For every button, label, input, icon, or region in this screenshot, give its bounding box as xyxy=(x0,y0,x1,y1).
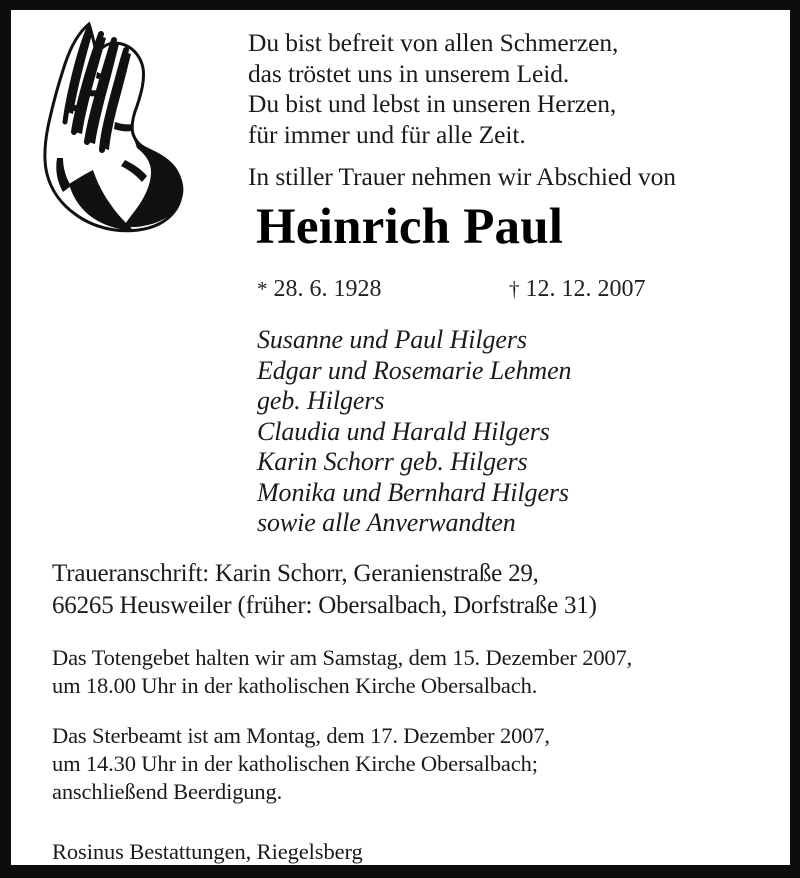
undertaker-credit: Rosinus Bestattungen, Riegelsberg xyxy=(52,839,363,864)
family-line: Karin Schorr geb. Hilgers xyxy=(257,447,528,476)
funeral-mass-line: um 14.30 Uhr in der katholischen Kirche Obersalbach; xyxy=(52,751,538,776)
birth-date-group xyxy=(257,274,509,304)
death-cross-icon: † xyxy=(509,277,520,301)
notice-header-area xyxy=(11,10,790,300)
death-date: 12. 12. 2007 xyxy=(525,276,646,302)
rosary-line: um 18.00 Uhr in der katholischen Kirche Obersalbach. xyxy=(52,673,538,698)
rosary-line: Das Totengebet halten wir am Samstag, dem 15. Dezember 2007, xyxy=(52,645,633,670)
death-notice-card xyxy=(11,10,790,865)
death-date-group xyxy=(509,276,646,302)
rosary-service-info xyxy=(52,644,772,700)
address-line: Traueranschrift: Karin Schorr, Geranienstraße 29, xyxy=(52,560,539,587)
family-line: Monika und Bernhard Hilgers xyxy=(257,477,569,507)
funeral-mass-line: Das Sterbeamt ist am Montag, dem 17. Dezember 2007, xyxy=(52,723,550,748)
address-line: 66265 Heusweiler (früher: Obersalbach, Dorfstraße 31) xyxy=(52,592,597,619)
funeral-mass-line: anschließend Beerdigung. xyxy=(52,779,283,804)
family-line: geb. Hilgers xyxy=(257,386,385,415)
life-dates xyxy=(257,274,777,304)
family-line: Claudia und Harald Hilgers xyxy=(257,416,550,446)
praying-hands-icon xyxy=(29,18,189,250)
notice-details xyxy=(52,558,772,865)
verse-line: für immer und für alle Zeit. xyxy=(248,119,526,149)
family-line: sowie alle Anverwandten xyxy=(257,508,516,537)
birth-symbol-icon: * xyxy=(257,277,268,301)
family-line: Edgar und Rosemarie Lehmen xyxy=(257,355,572,385)
verse-line: Du bist und lebst in unseren Herzen, xyxy=(248,89,617,118)
farewell-intro: In stiller Trauer nehmen wir Abschied von xyxy=(248,162,676,191)
verse-line: Du bist befreit von allen Schmerzen, xyxy=(248,28,619,57)
birth-date: 28. 6. 1928 xyxy=(273,276,382,302)
family-line: Susanne und Paul Hilgers xyxy=(257,325,527,354)
mourning-address xyxy=(52,558,772,622)
verse-line: das tröstet uns in unserem Leid. xyxy=(248,58,570,88)
deceased-name: Heinrich Paul xyxy=(256,199,564,255)
surviving-family-list xyxy=(257,325,777,539)
memorial-verse xyxy=(248,28,788,150)
funeral-mass-info xyxy=(52,722,772,806)
